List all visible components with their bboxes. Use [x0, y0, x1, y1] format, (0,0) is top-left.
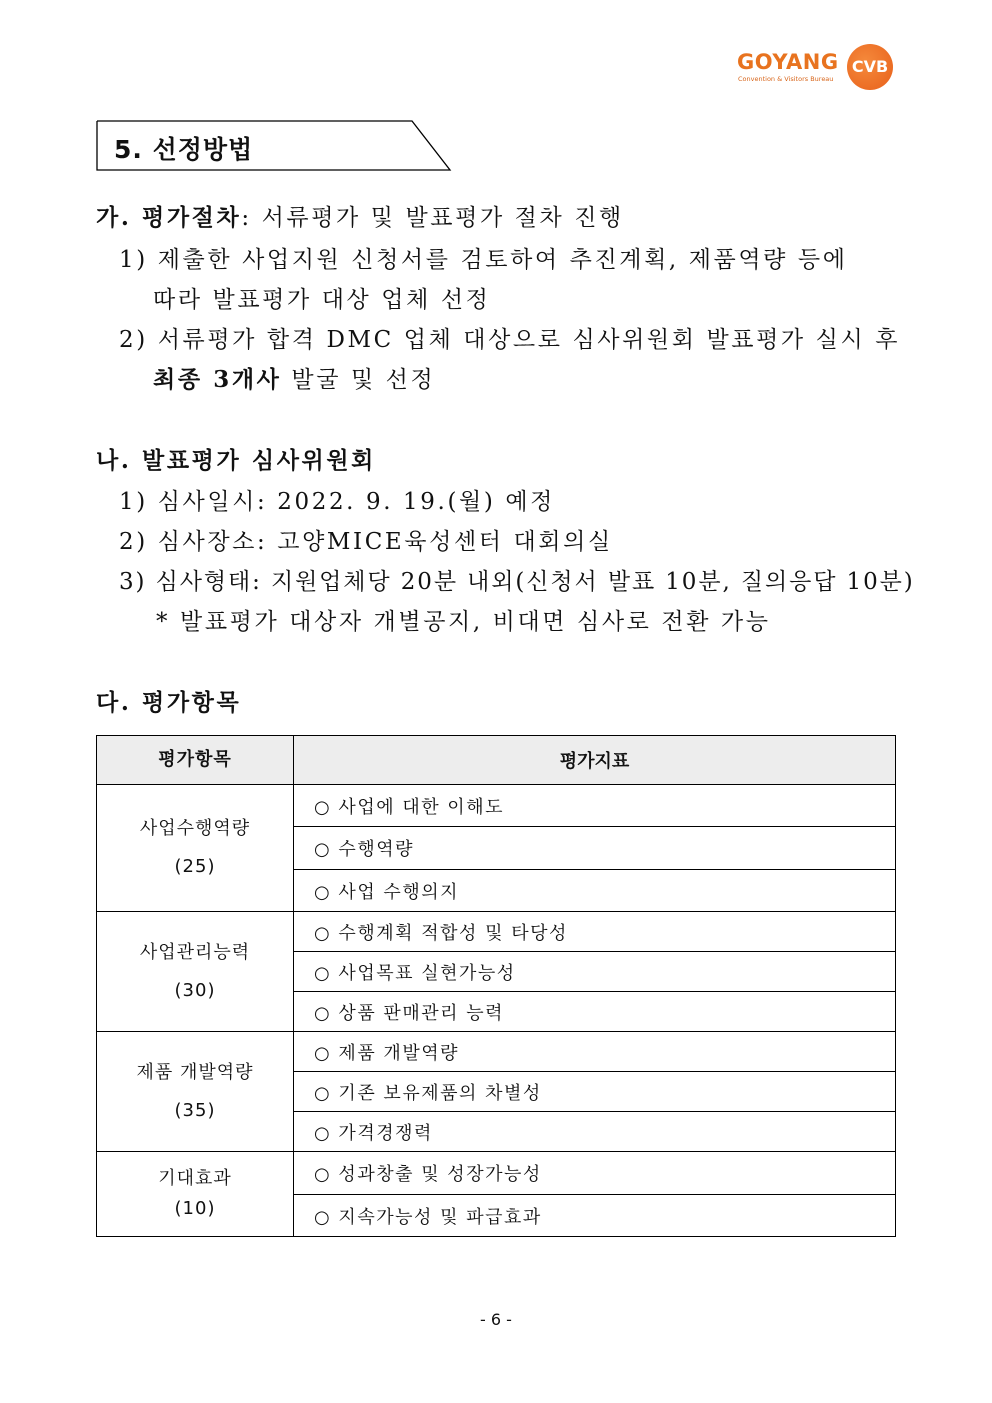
b-item3: 3) 심사형태: 지원업체당 20분 내외(신청서 발표 10분, 질의응답 10분) [119, 569, 915, 595]
category-score: (35) [174, 1099, 216, 1121]
b-item2: 2) 심사장소: 고양MICE육성센터 대회의실 [119, 529, 613, 555]
a-item1-line2: 따라 발표평가 대상 업체 선정 [153, 287, 491, 313]
indicator-cell: ○ 사업목표 실현가능성 [294, 952, 896, 992]
table-row [97, 1032, 896, 1072]
final-selection-count: 최종 3개사 [153, 366, 282, 393]
heading-c: 다. 평가항목 [96, 689, 242, 716]
table-row [97, 1152, 896, 1195]
logo-badge: CVB [851, 57, 889, 76]
section-title: 5. 선정방법 [114, 135, 254, 164]
page-number: - 6 - [480, 1310, 512, 1329]
a-item2-line2 [153, 365, 435, 395]
category-name: 기대효과 [158, 1168, 232, 1189]
category-cell [97, 912, 294, 1032]
indicator-cell: ○ 제품 개발역량 [294, 1032, 896, 1072]
category-cell [97, 1152, 294, 1237]
heading-a-text: : 서류평가 및 발표평가 절차 진행 [241, 205, 624, 231]
indicator-cell: ○ 지속가능성 및 파급효과 [294, 1195, 896, 1237]
goyang-cvb-logo [737, 44, 897, 90]
table-header-row [97, 736, 896, 785]
b-item1: 1) 심사일시: 2022. 9. 19.(월) 예정 [119, 489, 555, 515]
heading-a [96, 203, 624, 233]
category-cell [97, 785, 294, 912]
section-title-box [96, 120, 452, 172]
indicator-cell: ○ 수행계획 적합성 및 타당성 [294, 912, 896, 952]
indicator-cell: ○ 사업에 대한 이해도 [294, 785, 896, 827]
table-row [97, 912, 896, 952]
header-category: 평가항목 [97, 736, 294, 785]
category-score: (10) [174, 1198, 216, 1219]
logo-subtitle: Convention & Visitors Bureau [738, 75, 834, 83]
indicator-cell: ○ 성과창출 및 성장가능성 [294, 1152, 896, 1195]
indicator-cell: ○ 가격경쟁력 [294, 1112, 896, 1152]
a-item2-line1: 2) 서류평가 합격 DMC 업체 대상으로 심사위원회 발표평가 실시 후 [119, 327, 901, 353]
a-item2-line2-rest: 발굴 및 선정 [281, 367, 436, 393]
table-row [97, 785, 896, 827]
category-name: 제품 개발역량 [136, 1061, 254, 1083]
indicator-cell: ○ 사업 수행의지 [294, 870, 896, 912]
category-score: (25) [174, 856, 216, 877]
a-item1-line1: 1) 제출한 사업지원 신청서를 검토하여 추진계획, 제품역량 등에 [119, 247, 848, 273]
header-indicator: 평가지표 [294, 736, 896, 785]
heading-a-label: 가. 평가절차 [96, 204, 242, 231]
category-score: (30) [174, 979, 216, 1001]
indicator-cell: ○ 상품 판매관리 능력 [294, 992, 896, 1032]
category-cell [97, 1032, 294, 1152]
logo-brand: GOYANG [737, 50, 839, 74]
b-note: * 발표평가 대상자 개별공지, 비대면 심사로 전환 가능 [156, 609, 771, 635]
category-name: 사업관리능력 [139, 941, 251, 963]
indicator-cell: ○ 기존 보유제품의 차별성 [294, 1072, 896, 1112]
indicator-cell: ○ 수행역량 [294, 827, 896, 870]
category-name: 사업수행역량 [139, 818, 251, 839]
heading-b: 나. 발표평가 심사위원회 [96, 447, 377, 474]
evaluation-table [96, 735, 896, 1237]
